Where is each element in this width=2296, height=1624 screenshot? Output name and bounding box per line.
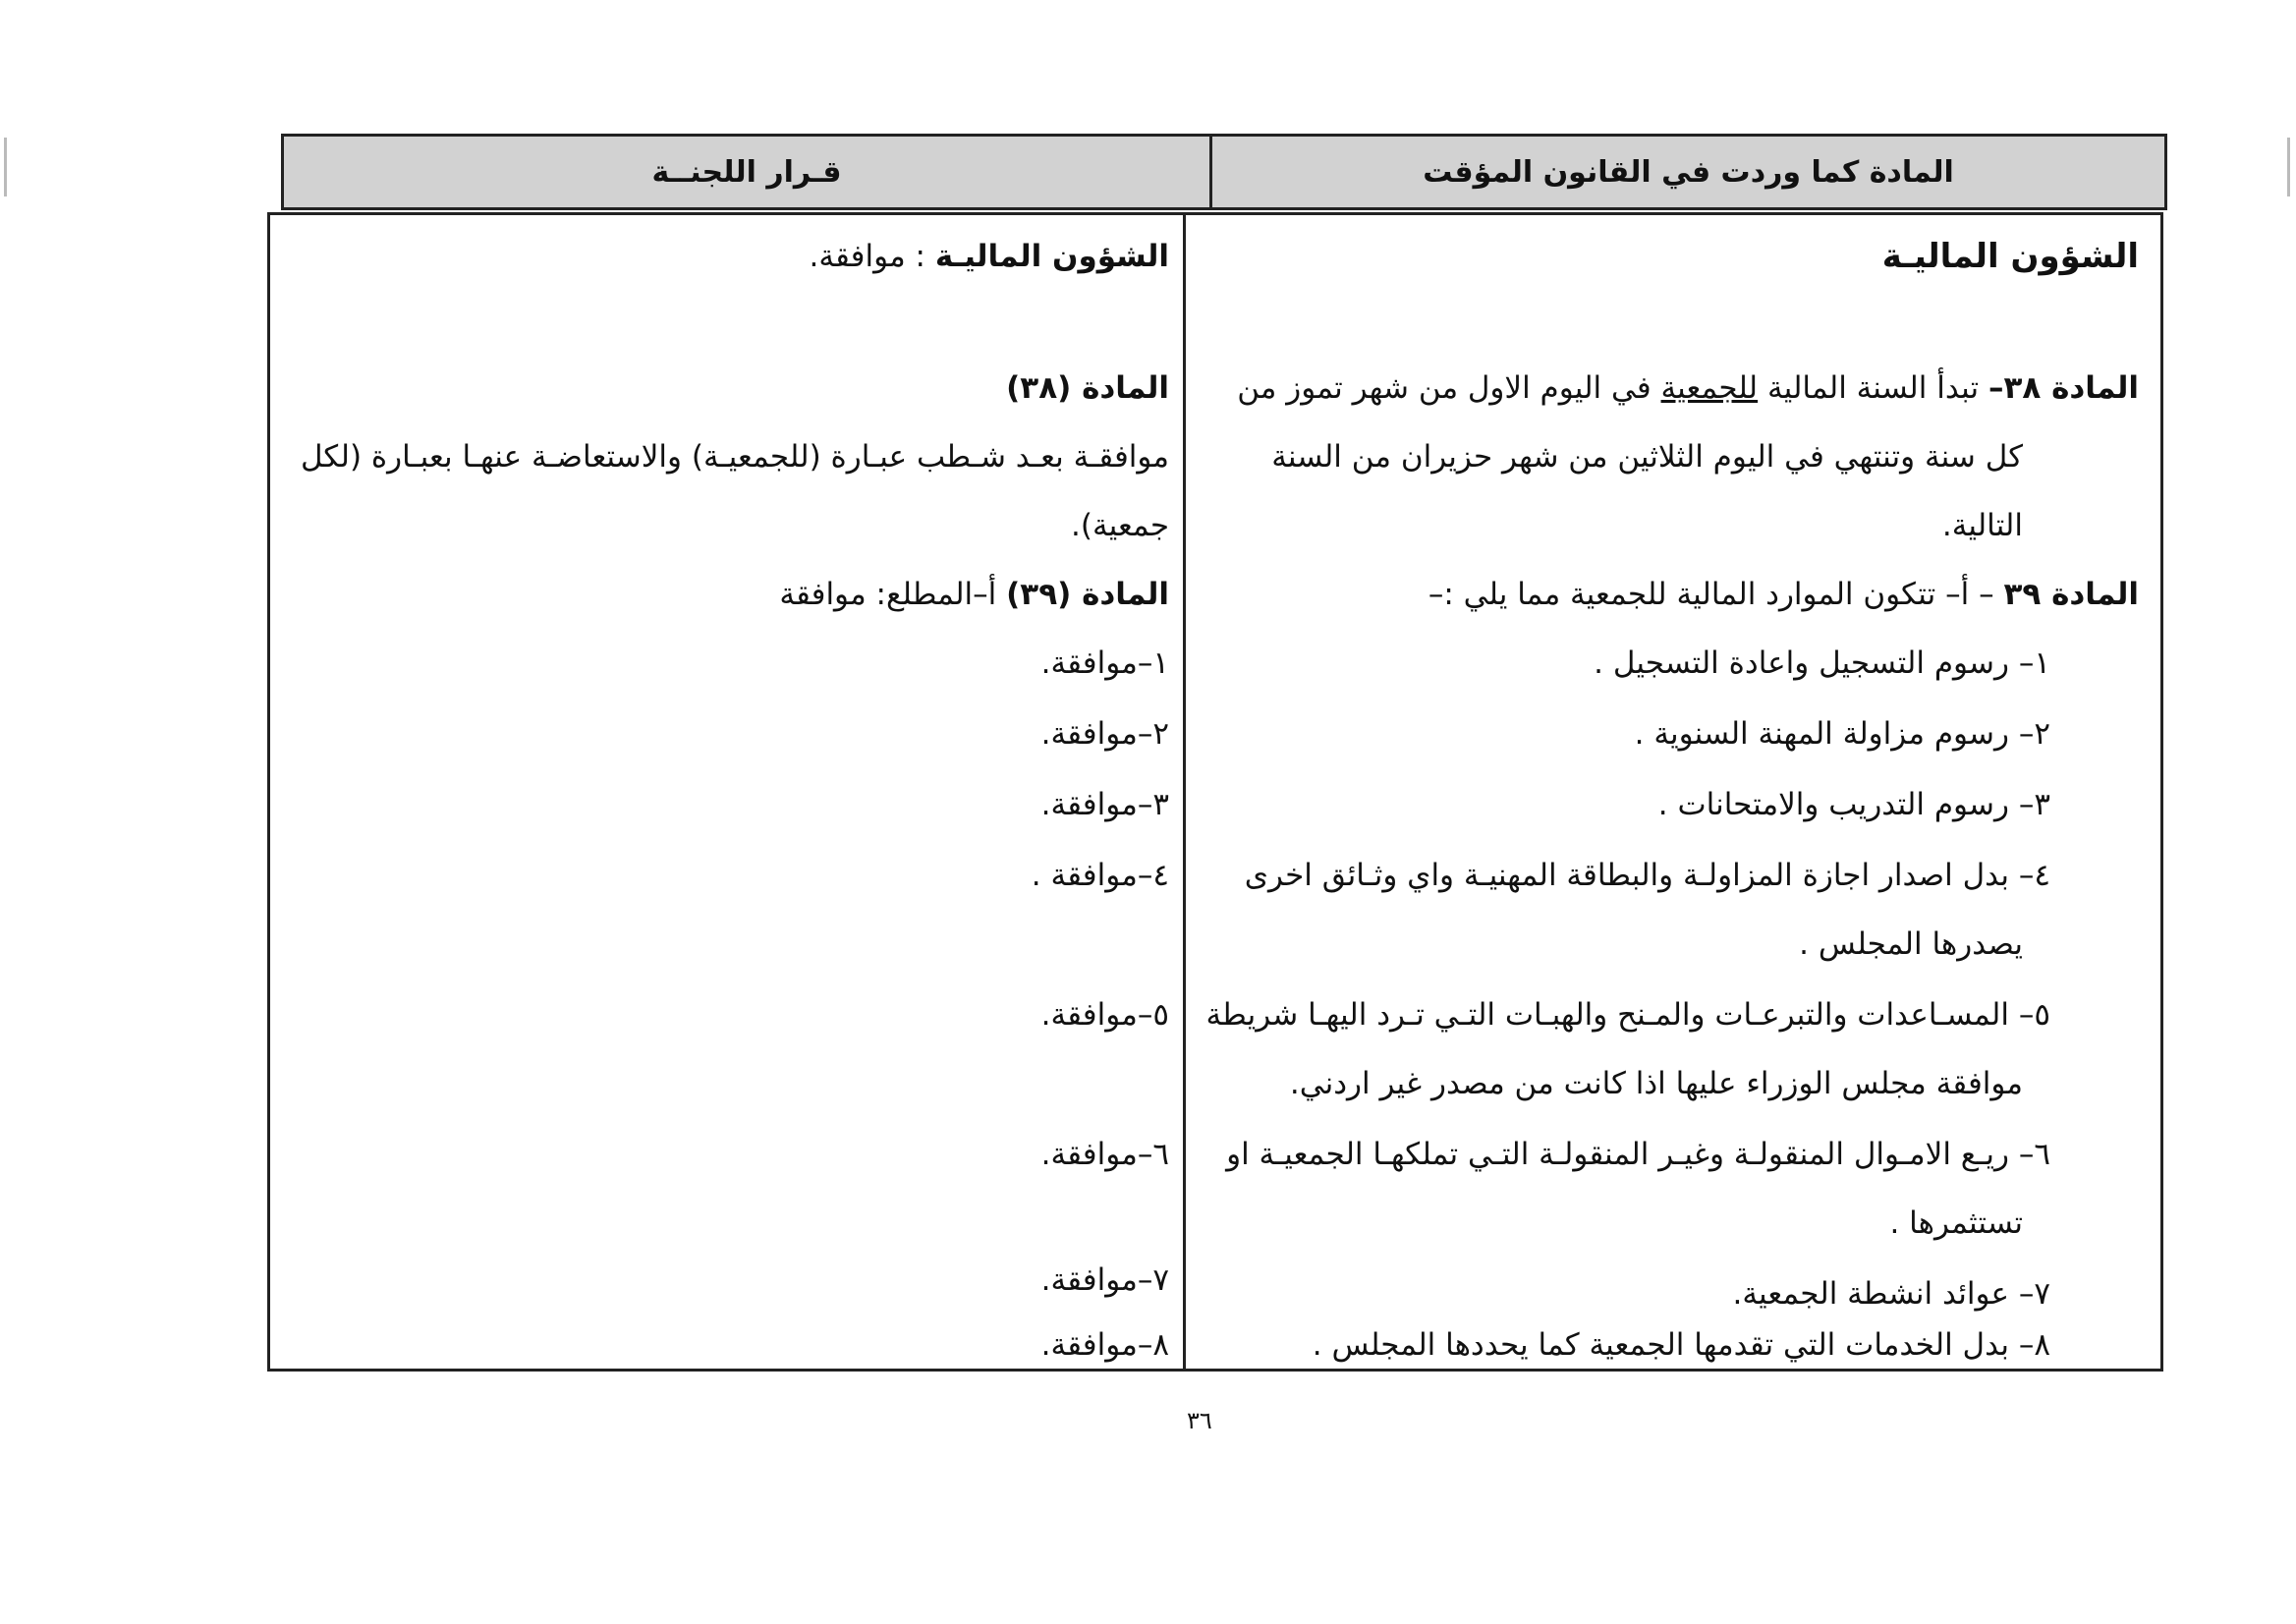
law-art39-label: المادة ٣٩ (2003, 577, 2139, 612)
header-law-column: المادة كما وردت في القانون المؤقت (1209, 137, 2164, 207)
law-item-8: ٨– بدل الخدمات التي تقدمها الجمعية كما يحددها المجلس . (1312, 1327, 2050, 1363)
decision-item-3: ٣–موافقة. (1040, 787, 1169, 822)
law-item-6-line2: تستثمرها . (1889, 1205, 2023, 1241)
decision-art39-value: أ–المطلع: موافقة (779, 577, 1007, 612)
scan-edge-mark (4, 138, 7, 196)
law-art38-text-b: في اليوم الاول من شهر تموز من (1237, 370, 1661, 406)
scan-edge-mark (2287, 138, 2290, 196)
law-art38-line1 (1237, 368, 2139, 408)
law-item-6-line1: ٦– ريـع الامـوال المنقولـة وغيـر المنقولـة التـي تملكهـا الجمعيـة او (1226, 1137, 2050, 1172)
law-art39-line (1428, 575, 2139, 614)
law-art38-label: المادة ٣٨– (1988, 370, 2139, 406)
decision-art39-line (779, 575, 1169, 614)
law-column (1183, 215, 2160, 1369)
decision-item-1: ١–موافقة. (1040, 645, 1169, 681)
law-art39-intro: – أ– تتكون الموارد المالية للجمعية مما يلي :– (1428, 577, 2004, 612)
decision-item-6: ٦–موافقة. (1040, 1137, 1169, 1172)
law-art38-underlined: للجمعية (1660, 370, 1759, 406)
header-decision-column: قـرار اللجنــة (651, 154, 842, 190)
law-art38-line2: كل سنة وتنتهي في اليوم الثلاثين من شهر حزيران من السنة (1271, 439, 2023, 475)
law-item-4-line1: ٤– بدل اصدار اجازة المزاولـة والبطاقة المهنيـة واي وثـائق اخرى (1244, 858, 2050, 893)
law-item-5-line2: موافقة مجلس الوزراء عليها اذا كانت من مصدر غير اردني. (1289, 1066, 2023, 1101)
decision-item-8: ٨–موافقة. (1040, 1327, 1169, 1363)
table-header (281, 134, 2167, 210)
law-item-4-line2: يصدرها المجلس . (1799, 926, 2023, 962)
decision-art38-line2: جمعية). (1071, 508, 1169, 543)
decision-section-line (809, 237, 1169, 276)
decision-section-value: : موافقة. (809, 239, 935, 274)
decision-item-5: ٥–موافقة. (1040, 997, 1169, 1033)
law-art38-line3: التالية. (1941, 508, 2023, 543)
law-item-5-line1: ٥– المسـاعدات والتبرعـات والمـنح والهبـات التـي تـرد اليهـا شريطة (1205, 997, 2050, 1033)
page-number: ٣٦ (1187, 1407, 1212, 1434)
law-art38-text-a: تبدأ السنة المالية (1758, 370, 1988, 406)
decision-art38-label: المادة (٣٨) (1006, 370, 1169, 406)
law-section-title: الشؤون الماليـة (1881, 237, 2139, 276)
decision-art38-line1: موافقـة بعـد شـطب عبـارة (للجمعيـة) والاستعاضـة عنهـا بعبـارة (لكل (300, 439, 1169, 475)
law-item-1: ١– رسوم التسجيل واعادة التسجيل . (1594, 645, 2050, 681)
law-item-3: ٣– رسوم التدريب والامتحانات . (1657, 787, 2050, 822)
comparison-table (267, 212, 2163, 1372)
decision-section-label: الشؤون الماليـة (934, 239, 1169, 274)
law-item-2: ٢– رسوم مزاولة المهنة السنوية . (1634, 716, 2050, 752)
decision-item-7: ٧–موافقة. (1040, 1262, 1169, 1298)
decision-item-4: ٤–موافقة . (1031, 858, 1169, 893)
decision-item-2: ٢–موافقة. (1040, 716, 1169, 752)
law-item-7: ٧– عوائد انشطة الجمعية. (1732, 1276, 2050, 1312)
decision-column (270, 215, 1183, 1369)
decision-art39-label: المادة (٣٩) (1006, 577, 1169, 612)
